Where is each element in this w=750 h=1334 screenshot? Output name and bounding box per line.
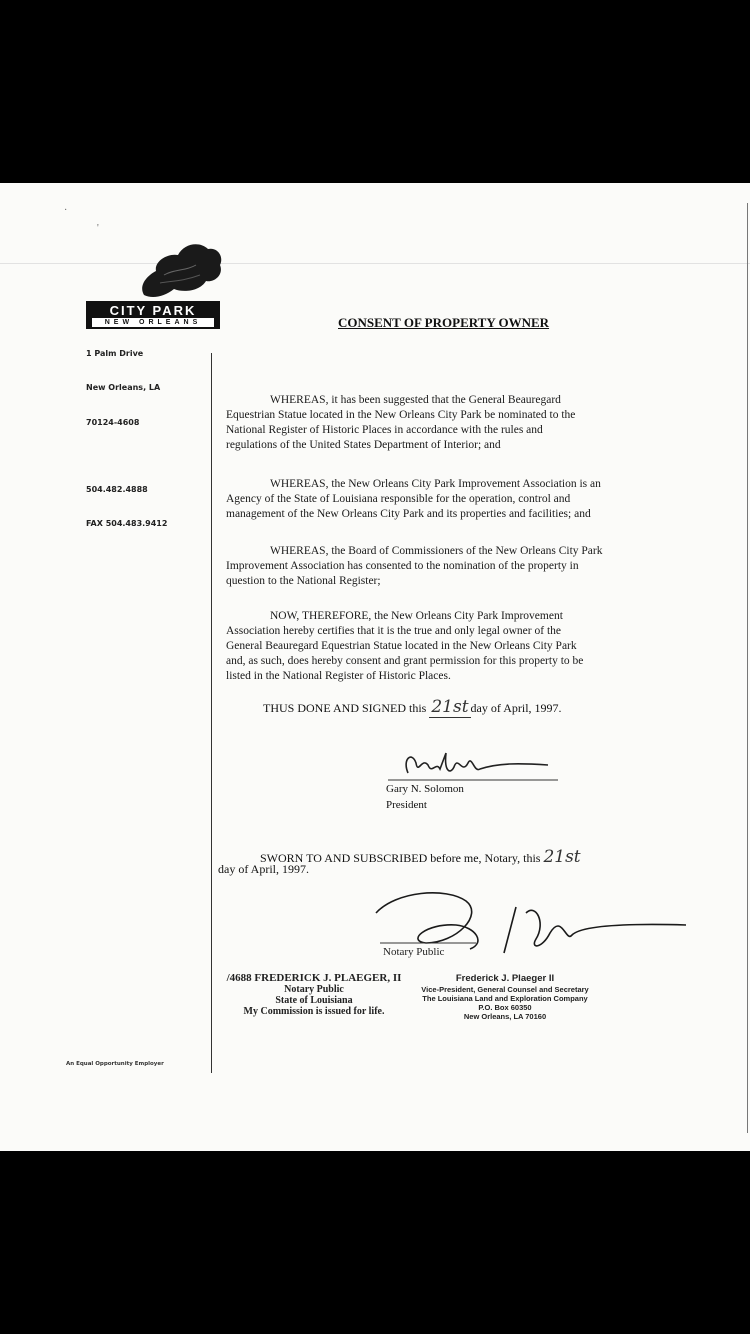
notary-public-label: Notary Public: [383, 946, 445, 958]
paragraph-whereas-2: [226, 477, 676, 522]
paragraph-line: General Beauregard Equestrian Statue located in the New Orleans City Park: [226, 640, 577, 652]
page-edge: [747, 203, 748, 1133]
president-signature-icon: [388, 745, 568, 785]
scan-speck: ': [97, 223, 99, 234]
paragraph-whereas-3: [226, 544, 666, 589]
stamp-line: Vice-President, General Counsel and Secretary: [421, 985, 589, 994]
address-zip: 70124-4608: [86, 418, 140, 427]
paragraph-line: and, as such, does hereby consent and grant permission for this property to be: [226, 655, 584, 667]
notary-stamp: [214, 973, 414, 1017]
footer-eoe: An Equal Opportunity Employer: [66, 1061, 164, 1067]
stamp-line: State of Louisiana: [275, 995, 353, 1006]
fax-number: FAX 504.483.9412: [86, 519, 168, 528]
oak-tree-logo-icon: [134, 235, 224, 299]
stamp-line: The Louisiana Land and Exploration Company: [422, 994, 588, 1003]
paragraph-line: Equestrian Statue located in the New Orleans City Park be nominated to the: [226, 409, 576, 421]
paragraph-line: Association hereby certifies that it is the true and only legal owner of the: [226, 625, 561, 637]
sworn-prefix: SWORN TO AND SUBSCRIBED before me, Notary, this: [260, 851, 541, 865]
paragraph-line: National Register of Historic Places in accordance with the rules and: [226, 424, 543, 436]
logo-banner: [86, 301, 220, 329]
scan-speck: ·: [64, 205, 68, 216]
paragraph-line: listed in the National Register of Historic Places.: [226, 670, 451, 682]
logo-subtitle: NEW ORLEANS: [92, 318, 214, 327]
address-street: 1 Palm Drive: [86, 349, 144, 358]
sworn-suffix: day of April, 1997.: [218, 862, 309, 876]
paragraph-line: WHEREAS, the New Orleans City Park Improvement Association is an: [270, 478, 601, 490]
paragraph-line: WHEREAS, the Board of Commissioners of the New Orleans City Park: [270, 545, 603, 557]
sidebar-divider: [211, 353, 212, 1073]
paragraph-line: WHEREAS, it has been suggested that the General Beauregard: [270, 394, 561, 406]
paragraph-line: management of the New Orleans City Park and its properties and facilities; and: [226, 508, 591, 520]
signer-title: President: [386, 799, 427, 811]
stamp-line: New Orleans, LA 70160: [463, 1012, 547, 1021]
paragraph-now-therefore: [226, 609, 666, 684]
phone-number: 504.482.4888: [86, 485, 148, 494]
paragraph-line: Improvement Association has consented to the nomination of the property in: [226, 560, 579, 572]
stamp-line: /4688 FREDERICK J. PLAEGER, II: [226, 972, 402, 984]
stamp-line: Notary Public: [284, 984, 344, 995]
paragraph-line: regulations of the United States Department of Interior; and: [226, 439, 501, 451]
paragraph-line: NOW, THEREFORE, the New Orleans City Park Improvement: [270, 610, 563, 622]
signed-prefix: THUS DONE AND SIGNED this: [263, 701, 427, 715]
paragraph-line: Agency of the State of Louisiana responsible for the operation, control and: [226, 493, 571, 505]
signed-day-handwritten: 21st: [431, 697, 469, 717]
document-title: CONSENT OF PROPERTY OWNER: [338, 315, 550, 330]
scanned-document: [0, 183, 750, 1151]
logo-name: CITY PARK: [109, 303, 197, 318]
city-park-logo: [86, 235, 226, 331]
signer-name: Gary N. Solomon: [386, 783, 464, 795]
sworn-day-handwritten: 21st: [543, 847, 581, 867]
paragraph-whereas-1: [226, 393, 666, 453]
address-city: New Orleans, LA: [86, 383, 161, 392]
stamp-line: P.O. Box 60350: [478, 1003, 532, 1012]
signed-date-line: [263, 697, 562, 717]
company-stamp: [410, 973, 600, 1021]
stamp-line: My Commission is issued for life.: [243, 1006, 385, 1017]
stamp-line: Frederick J. Plaeger II: [455, 973, 555, 984]
paragraph-line: question to the National Register;: [226, 575, 381, 587]
signed-suffix: day of April, 1997.: [470, 701, 562, 715]
